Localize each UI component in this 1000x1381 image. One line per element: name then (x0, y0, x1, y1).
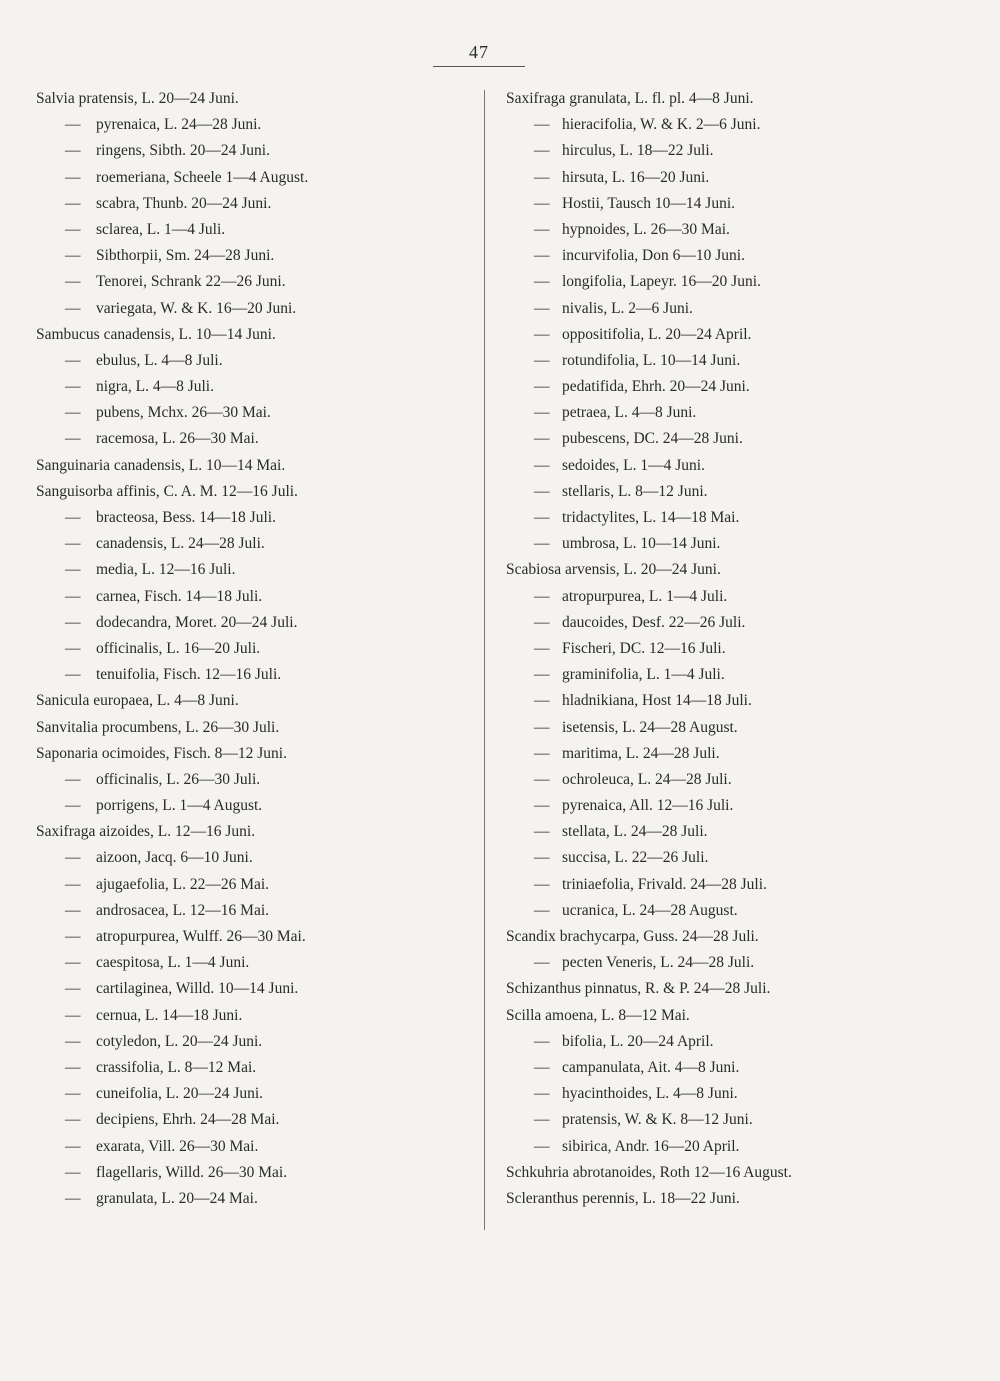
ditto-dash: — (534, 1085, 550, 1103)
species-entry (36, 741, 476, 767)
species-text: tridactylites, L. 14—18 Mai. (562, 509, 740, 526)
species-entry (36, 557, 476, 583)
ditto-dash: — (534, 220, 550, 238)
species-entry (36, 374, 476, 400)
species-entry (36, 819, 476, 845)
species-entry (506, 924, 976, 950)
species-entry (36, 479, 476, 505)
species-entry (506, 950, 976, 976)
ditto-dash: — (65, 639, 81, 657)
species-entry (506, 715, 976, 741)
ditto-dash: — (65, 1006, 81, 1024)
species-entry (506, 243, 976, 269)
species-entry (506, 86, 976, 112)
species-entry (506, 322, 976, 348)
ditto-dash: — (534, 378, 550, 396)
species-entry (506, 976, 976, 1002)
species-entry (506, 557, 976, 583)
species-entry (506, 1107, 976, 1133)
species-text: hieracifolia, W. & K. 2—6 Juni. (562, 116, 761, 134)
species-text: Scabiosa arvensis, L. 20—24 Juni. (506, 561, 721, 579)
ditto-dash: — (534, 901, 550, 919)
species-entry (506, 165, 976, 191)
species-text: exarata, Vill. 26—30 Mai. (96, 1137, 259, 1155)
species-text: rotundifolia, L. 10—14 Juni. (562, 351, 741, 369)
species-entry (36, 400, 476, 426)
ditto-dash: — (65, 142, 81, 160)
species-text: cotyledon, L. 20—24 Juni. (96, 1032, 263, 1050)
species-text: hyacinthoides, L. 4—8 Juni. (562, 1085, 738, 1103)
species-entry (506, 819, 976, 845)
species-entry (506, 1003, 976, 1029)
species-entry (506, 400, 976, 426)
species-entry (506, 479, 976, 505)
ditto-dash: — (534, 666, 550, 684)
species-entry (36, 636, 476, 662)
species-entry (506, 348, 976, 374)
ditto-dash: — (65, 220, 81, 238)
species-entry (36, 584, 476, 610)
ditto-dash: — (65, 770, 81, 788)
species-entry (506, 1160, 976, 1186)
ditto-dash: — (534, 954, 550, 972)
ditto-dash: — (534, 299, 550, 317)
species-entry (506, 191, 976, 217)
ditto-dash: — (534, 1111, 550, 1129)
species-entry (506, 793, 976, 819)
ditto-dash: — (65, 247, 81, 265)
species-text: Schizanthus pinnatus, R. & P. 24—28 Juli. (506, 980, 771, 998)
species-entry (506, 531, 976, 557)
species-entry (36, 1160, 476, 1186)
ditto-dash: — (534, 351, 550, 369)
ditto-dash: — (534, 482, 550, 500)
ditto-dash: — (65, 849, 81, 867)
species-text: roemeriana, Scheele 1—4 August. (96, 168, 309, 186)
species-entry (36, 898, 476, 924)
species-entry (506, 845, 976, 871)
species-entry (36, 872, 476, 898)
species-text: petraea, L. 4—8 Juni. (562, 404, 697, 422)
species-text: ucranica, L. 24—28 August. (562, 901, 738, 919)
species-entry (36, 505, 476, 531)
species-text: pyrenaica, All. 12—16 Juli. (562, 797, 734, 815)
species-text: nigra, L. 4—8 Juli. (96, 378, 214, 396)
ditto-dash: — (65, 954, 81, 972)
species-entry (506, 898, 976, 924)
species-text: crassifolia, L. 8—12 Mai. (96, 1058, 257, 1076)
species-entry (36, 1055, 476, 1081)
species-text: androsacea, L. 12—16 Mai. (96, 901, 270, 919)
ditto-dash: — (534, 535, 550, 553)
species-text: Sanguisorba affinis, C. A. M. 12—16 Juli. (36, 482, 298, 500)
species-text: maritima, L. 24—28 Juli. (562, 744, 720, 762)
ditto-dash: — (65, 1163, 81, 1181)
ditto-dash: — (534, 430, 550, 448)
ditto-dash: — (534, 456, 550, 474)
species-text: racemosa, L. 26—30 Mai. (96, 430, 259, 448)
ditto-dash: — (534, 718, 550, 736)
species-entry (36, 950, 476, 976)
ditto-dash: — (534, 849, 550, 867)
species-entry (506, 1186, 976, 1212)
ditto-dash: — (65, 1058, 81, 1076)
ditto-dash: — (65, 587, 81, 605)
ditto-dash: — (534, 325, 550, 343)
ditto-dash: — (534, 1137, 550, 1155)
species-text: pyrenaica, L. 24—28 Juni. (96, 116, 262, 134)
species-text: carnea, Fisch. 14—18 Juli. (96, 587, 263, 605)
species-text: ajugaefolia, L. 22—26 Mai. (96, 875, 270, 893)
species-entry (36, 348, 476, 374)
species-text: Tenorei, Schrank 22—26 Juni. (96, 273, 286, 291)
ditto-dash: — (534, 194, 550, 212)
species-text: Saponaria ocimoides, Fisch. 8—12 Juni. (36, 744, 287, 762)
species-entry (506, 688, 976, 714)
species-entry (506, 610, 976, 636)
species-entry (36, 924, 476, 950)
species-text: hirculus, L. 18—22 Juli. (562, 142, 714, 160)
ditto-dash: — (534, 509, 550, 526)
species-text: Sibthorpii, Sm. 24—28 Juni. (96, 247, 275, 265)
species-text: variegata, W. & K. 16—20 Juni. (96, 299, 297, 317)
ditto-dash: — (65, 116, 81, 134)
species-entry (36, 1134, 476, 1160)
ditto-dash: — (534, 273, 550, 291)
ditto-dash: — (534, 116, 550, 134)
ditto-dash: — (65, 1137, 81, 1155)
species-text: Scilla amoena, L. 8—12 Mai. (506, 1006, 690, 1024)
species-text: hypnoides, L. 26—30 Mai. (562, 220, 730, 238)
species-text: dodecandra, Moret. 20—24 Juli. (96, 613, 298, 631)
species-text: nivalis, L. 2—6 Juni. (562, 299, 693, 317)
species-entry (506, 138, 976, 164)
species-text: aizoon, Jacq. 6—10 Juni. (96, 849, 253, 867)
species-text: graminifolia, L. 1—4 Juli. (562, 666, 725, 684)
ditto-dash: — (65, 194, 81, 212)
species-text: hirsuta, L. 16—20 Juni. (562, 168, 710, 186)
species-entry (506, 662, 976, 688)
species-text: Sanicula europaea, L. 4—8 Juni. (36, 692, 239, 710)
ditto-dash: — (534, 770, 550, 788)
ditto-dash: — (534, 142, 550, 160)
page-number: 47 (469, 42, 489, 62)
species-text: ebulus, L. 4—8 Juli. (96, 351, 223, 369)
species-text: longifolia, Lapeyr. 16—20 Juni. (562, 273, 761, 291)
species-text: oppositifolia, L. 20—24 April. (562, 325, 752, 343)
ditto-dash: — (534, 587, 550, 605)
species-text: Salvia pratensis, L. 20—24 Juni. (36, 90, 239, 107)
species-entry (36, 1186, 476, 1212)
species-entry (506, 112, 976, 138)
species-text: scabra, Thunb. 20—24 Juni. (96, 194, 272, 212)
ditto-dash: — (65, 299, 81, 317)
species-entry (36, 191, 476, 217)
ditto-dash: — (534, 639, 550, 657)
species-entry (506, 426, 976, 452)
species-entry (506, 217, 976, 243)
page-number-rule (433, 66, 525, 67)
ditto-dash: — (65, 168, 81, 186)
species-text: Sambucus canadensis, L. 10—14 Juni. (36, 325, 276, 343)
species-entry (36, 793, 476, 819)
species-entry (36, 662, 476, 688)
species-text: caespitosa, L. 1—4 Juni. (96, 954, 250, 972)
species-text: officinalis, L. 26—30 Juli. (96, 770, 261, 788)
ditto-dash: — (65, 797, 81, 815)
species-text: stellata, L. 24—28 Juli. (562, 823, 708, 841)
ditto-dash: — (65, 535, 81, 553)
ditto-dash: — (534, 613, 550, 631)
ditto-dash: — (534, 247, 550, 265)
ditto-dash: — (65, 378, 81, 396)
species-text: granulata, L. 20—24 Mai. (96, 1189, 258, 1207)
species-text: cernua, L. 14—18 Juni. (96, 1006, 243, 1024)
species-text: Hostii, Tausch 10—14 Juni. (562, 194, 736, 212)
ditto-dash: — (65, 1189, 81, 1207)
species-text: daucoides, Desf. 22—26 Juli. (562, 613, 746, 631)
ditto-dash: — (65, 666, 81, 684)
species-entry (36, 243, 476, 269)
ditto-dash: — (534, 875, 550, 893)
species-entry (506, 1029, 976, 1055)
ditto-dash: — (65, 430, 81, 448)
species-entry (506, 374, 976, 400)
species-text: Sanguinaria canadensis, L. 10—14 Mai. (36, 456, 286, 474)
ditto-dash: — (65, 1111, 81, 1129)
species-text: hladnikiana, Host 14—18 Juli. (562, 692, 752, 710)
species-entry (506, 1081, 976, 1107)
ditto-dash: — (534, 168, 550, 186)
species-entry (506, 741, 976, 767)
species-text: porrigens, L. 1—4 August. (96, 797, 263, 815)
ditto-dash: — (534, 404, 550, 422)
species-entry (506, 1055, 976, 1081)
species-text: bifolia, L. 20—24 April. (562, 1032, 714, 1050)
species-entry (506, 636, 976, 662)
species-text: umbrosa, L. 10—14 Juni. (562, 535, 721, 553)
species-entry (506, 584, 976, 610)
species-entry (36, 531, 476, 557)
species-text: sibirica, Andr. 16—20 April. (562, 1137, 740, 1155)
species-entry (36, 426, 476, 452)
ditto-dash: — (534, 797, 550, 815)
species-entry (36, 845, 476, 871)
species-entry (36, 453, 476, 479)
species-entry (36, 296, 476, 322)
ditto-dash: — (65, 875, 81, 893)
species-entry (36, 767, 476, 793)
species-text: pubens, Mchx. 26—30 Mai. (96, 404, 271, 422)
species-text: bracteosa, Bess. 14—18 Juli. (96, 509, 276, 526)
ditto-dash: — (65, 273, 81, 291)
species-entry (36, 976, 476, 1002)
species-entry (36, 1029, 476, 1055)
species-entry (36, 1107, 476, 1133)
ditto-dash: — (534, 823, 550, 841)
species-text: tenuifolia, Fisch. 12—16 Juli. (96, 666, 282, 684)
species-entry (506, 505, 976, 531)
species-text: pecten Veneris, L. 24—28 Juli. (562, 954, 755, 972)
species-entry (36, 322, 476, 348)
species-text: Scandix brachycarpa, Guss. 24—28 Juli. (506, 928, 759, 945)
column-divider (484, 90, 485, 1230)
ditto-dash: — (65, 613, 81, 631)
species-entry (506, 453, 976, 479)
species-entry (36, 138, 476, 164)
species-text: Saxifraga aizoides, L. 12—16 Juni. (36, 823, 256, 841)
ditto-dash: — (65, 351, 81, 369)
ditto-dash: — (65, 1032, 81, 1050)
species-entry (36, 269, 476, 295)
ditto-dash: — (65, 980, 81, 998)
species-text: sclarea, L. 1—4 Juli. (96, 220, 226, 238)
species-text: Saxifraga granulata, L. fl. pl. 4—8 Juni. (506, 90, 754, 107)
species-text: canadensis, L. 24—28 Juli. (96, 535, 265, 553)
species-text: cuneifolia, L. 20—24 Juni. (96, 1085, 264, 1103)
ditto-dash: — (534, 744, 550, 762)
species-entry (506, 872, 976, 898)
species-text: cartilaginea, Willd. 10—14 Juni. (96, 980, 299, 998)
species-text: pedatifida, Ehrh. 20—24 Juni. (562, 378, 750, 396)
ditto-dash: — (65, 901, 81, 919)
species-text: Sanvitalia procumbens, L. 26—30 Juli. (36, 718, 280, 736)
species-text: stellaris, L. 8—12 Juni. (562, 482, 708, 500)
left-column (36, 86, 476, 1212)
species-entry (36, 715, 476, 741)
species-entry (36, 688, 476, 714)
species-entry (36, 86, 476, 112)
species-entry (36, 1081, 476, 1107)
species-text: ringens, Sibth. 20—24 Juni. (96, 142, 270, 160)
species-text: pubescens, DC. 24—28 Juni. (562, 430, 743, 448)
species-entry (36, 1003, 476, 1029)
species-text: Scleranthus perennis, L. 18—22 Juni. (506, 1189, 740, 1207)
species-entry (36, 165, 476, 191)
species-text: succisa, L. 22—26 Juli. (562, 849, 709, 867)
species-text: isetensis, L. 24—28 August. (562, 718, 738, 736)
species-entry (36, 610, 476, 636)
species-text: atropurpurea, L. 1—4 Juli. (562, 587, 728, 605)
species-entry (506, 269, 976, 295)
ditto-dash: — (65, 928, 81, 945)
species-entry (506, 1134, 976, 1160)
species-text: incurvifolia, Don 6—10 Juni. (562, 247, 745, 265)
ditto-dash: — (534, 692, 550, 710)
right-column (506, 86, 976, 1212)
ditto-dash: — (65, 1085, 81, 1103)
species-text: decipiens, Ehrh. 24—28 Mai. (96, 1111, 280, 1129)
species-entry (506, 767, 976, 793)
ditto-dash: — (65, 561, 81, 579)
species-entry (36, 112, 476, 138)
species-text: Schkuhria abrotanoides, Roth 12—16 August. (506, 1163, 792, 1181)
species-entry (36, 217, 476, 243)
species-text: atropurpurea, Wulff. 26—30 Mai. (96, 928, 306, 945)
species-entry (506, 296, 976, 322)
species-text: pratensis, W. & K. 8—12 Juni. (562, 1111, 753, 1129)
species-text: Fischeri, DC. 12—16 Juli. (562, 639, 726, 657)
species-text: sedoides, L. 1—4 Juni. (562, 456, 705, 474)
species-text: flagellaris, Willd. 26—30 Mai. (96, 1163, 288, 1181)
ditto-dash: — (534, 1058, 550, 1076)
species-text: ochroleuca, L. 24—28 Juli. (562, 770, 732, 788)
ditto-dash: — (534, 1032, 550, 1050)
species-text: triniaefolia, Frivald. 24—28 Juli. (562, 875, 767, 893)
species-text: officinalis, L. 16—20 Juli. (96, 639, 261, 657)
ditto-dash: — (65, 509, 81, 526)
species-text: media, L. 12—16 Juli. (96, 561, 236, 579)
species-text: campanulata, Ait. 4—8 Juni. (562, 1058, 740, 1076)
ditto-dash: — (65, 404, 81, 422)
